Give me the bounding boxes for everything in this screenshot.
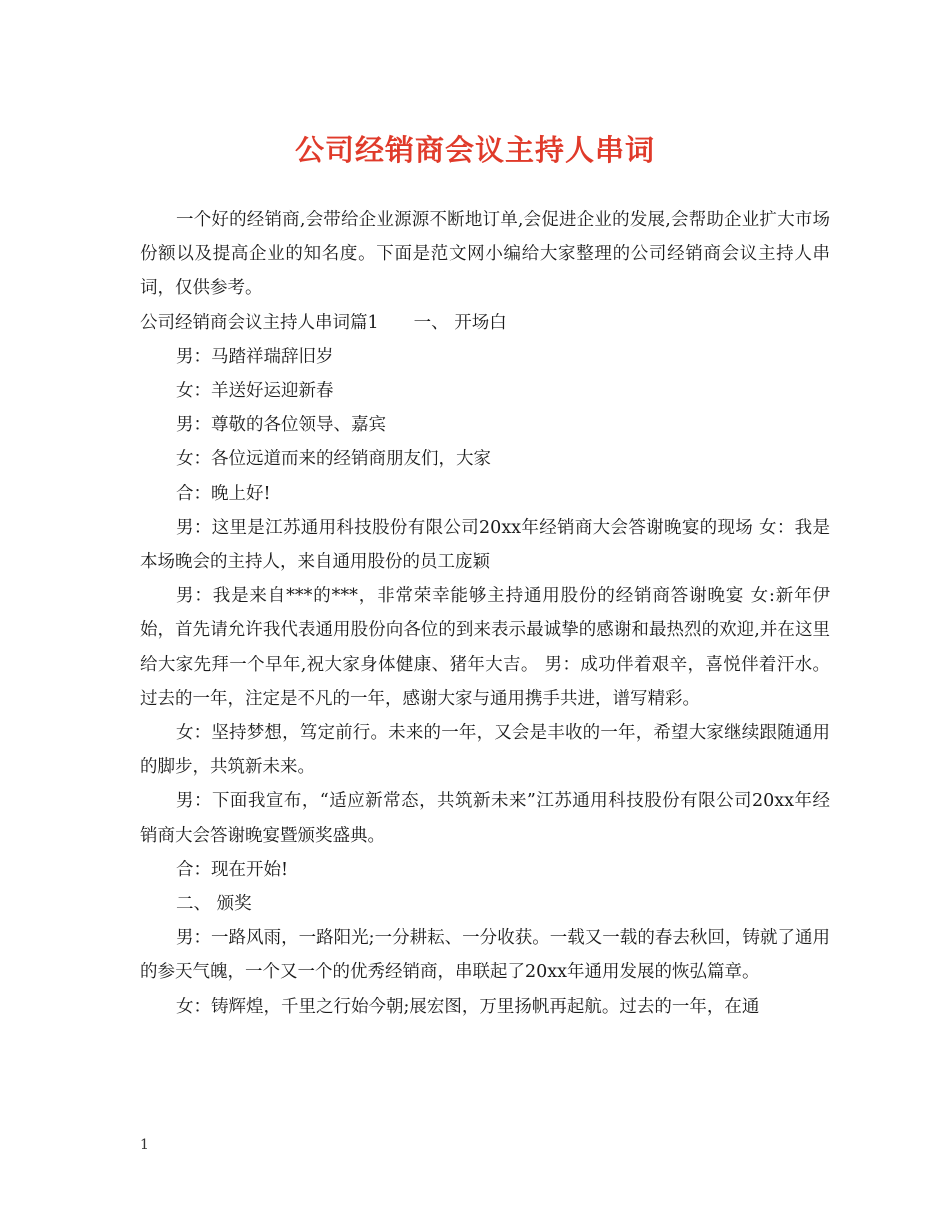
dialogue-line: 女：铸辉煌，千里之行始今朝;展宏图，万里扬帆再起航。过去的一年，在通 (176, 996, 760, 1017)
page-number: 1 (140, 1137, 149, 1153)
intro-paragraph: 一个好的经销商,会带给企业源源不断地订单,会促进企业的发展,会帮助企业扩大市场份额以及提高企业的知名度。下面是范文网小编给大家整理的公司经销商会议主持人串词，仅供参考。 (140, 210, 830, 299)
document-title: 公司经销商会议主持人串词 (294, 133, 655, 167)
dialogue-line: 女：各位远道而来的经销商朋友们，大家 (176, 449, 491, 470)
dialogue-line: 男：一路风雨，一路阳光;一分耕耘、一分收获。一载又一载的春去秋回，铸就了通用的参天气魄，一个又一个的优秀经销商，串联起了20xx年通用发展的恢弘篇章。 (140, 928, 830, 983)
dialogue-line: 合：现在开始! (176, 859, 289, 880)
dialogue-line: 男：下面我宣布，“适应新常态，共筑新未来”江苏通用科技股份有限公司20xx年经销商大会答谢晚宴暨颁奖盛典。 (140, 791, 830, 846)
dialogue-line: 女：坚持梦想，笃定前行。未来的一年，又会是丰收的一年，希望大家继续跟随通用的脚步，共筑新未来。 (140, 723, 830, 778)
document-body (140, 203, 830, 1024)
dialogue-line: 合：晚上好! (176, 483, 271, 504)
dialogue-line: 女：羊送好运迎新春 (176, 381, 334, 402)
dialogue-line: 男：这里是江苏通用科技股份有限公司20xx年经销商大会答谢晚宴的现场 女：我是本场晚会的主持人，来自通用股份的员工庞颖 (140, 517, 830, 573)
section-heading: 公司经销商会议主持人串词篇1 一、 开场白 (140, 312, 507, 333)
subsection-heading: 二、 颁奖 (176, 894, 252, 915)
dialogue-line: 男：尊敬的各位领导、嘉宾 (176, 415, 386, 436)
dialogue-line: 男：马踏祥瑞辞旧岁 (176, 346, 334, 367)
dialogue-line: 男：我是来自***的***，非常荣幸能够主持通用股份的经销商答谢晚宴 女:新年伊始，首先请允许我代表通用股份向各位的到来表示最诚挚的感谢和最热烈的欢迎,并在这里给大家先拜一个早年,祝大家身体健康、猪年大吉。 男：成功伴着艰辛，喜悦伴着汗水。过去的一年，注定是不凡的一年，感谢大家与通用携手共进，谱写精彩。 (140, 586, 830, 709)
